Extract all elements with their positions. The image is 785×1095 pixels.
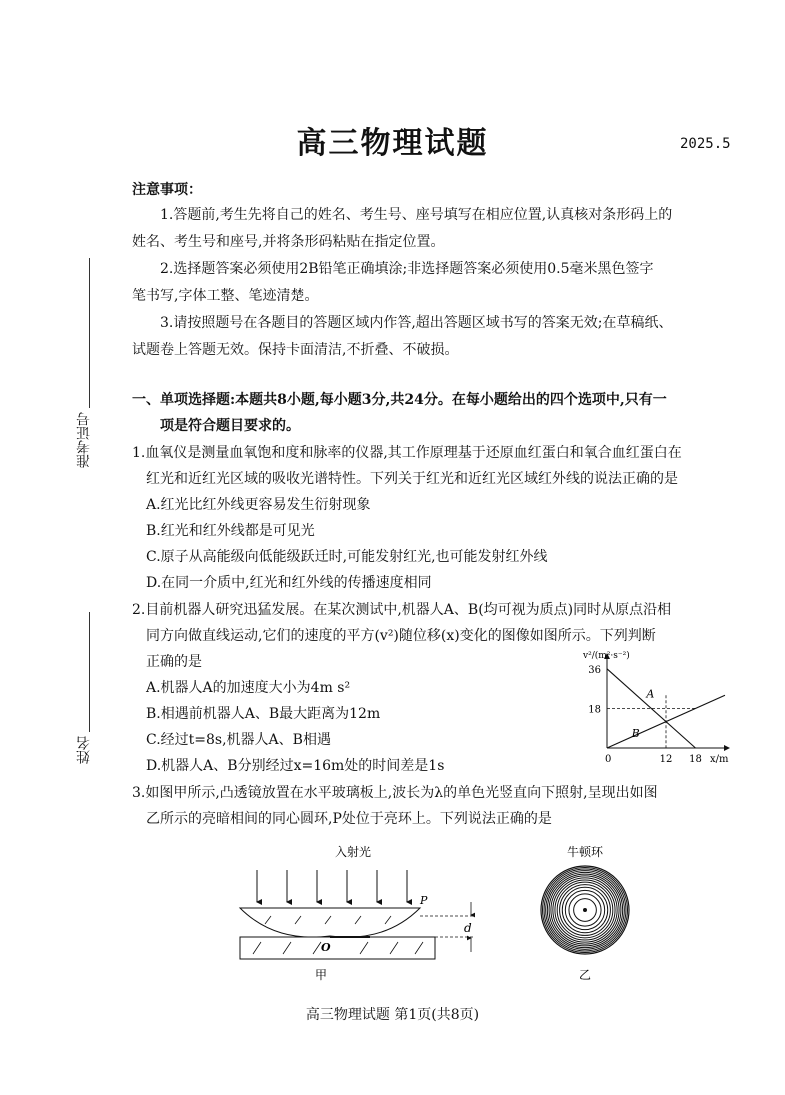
x-tick-label: 12: [659, 754, 673, 765]
incident-light-label: 入射光: [335, 845, 372, 859]
page-title: 高三物理试题: [296, 126, 489, 161]
section-heading: 项是符合题目要求的。: [160, 418, 300, 434]
q1-option-a: A.红光比红外线更容易发生衍射现象: [146, 497, 371, 513]
notice-line: 试题卷上答题无效。保持卡面清洁,不折叠、不破损。: [132, 342, 459, 358]
exam-no-label: 准考证号: [76, 412, 92, 468]
notice-line: 3.请按照题号在各题目的答题区域内作答,超出答题区域书写的答案无效;在草稿纸、: [160, 315, 673, 331]
newton-rings-title: 牛顿环: [566, 845, 604, 859]
q1-stem: 1.血氧仪是测量血氧饱和度和脉率的仪器,其工作原理基于还原血红蛋白和氧合血红蛋白在: [132, 445, 682, 461]
exam-no-fill-line: [89, 258, 90, 408]
notice-line: 笔书写,字体工整、笔迹清楚。: [132, 288, 319, 304]
q2-option-d: D.机器人A、B分别经过x=16m处的时间差是1s: [146, 758, 445, 774]
q3-stem: 3.如图甲所示,凸透镜放置在水平玻璃板上,波长为λ的单色光竖直向下照射,呈现出如图: [132, 785, 658, 801]
gap-d-label: d: [464, 921, 472, 935]
q2-option-b: B.相遇前机器人A、B最大距离为12m: [146, 706, 381, 722]
rings-center-dot: [583, 908, 587, 912]
series-label-b: B: [631, 727, 640, 740]
q1-option-d: D.在同一介质中,红光和红外线的传播速度相同: [146, 575, 432, 591]
q2-option-c: C.经过t=8s,机器人A、B相遇: [146, 732, 331, 748]
figure-yi-caption: 乙: [578, 968, 592, 982]
incident-light-arrows: [257, 870, 407, 902]
notice-line: 姓名、考生号和座号,并将条形码粘贴在指定位置。: [132, 234, 445, 250]
section-heading: 一、单项选择题:本题共8小题,每小题3分,共24分。在每小题给出的四个选项中,只有一: [132, 392, 667, 408]
point-p-label: P: [420, 894, 428, 907]
notice-line: 1.答题前,考生先将自己的姓名、考生号、座号填写在相应位置,认真核对条形码上的: [160, 207, 673, 223]
y-tick-label: 18: [588, 704, 601, 716]
point-o-label: O: [321, 941, 331, 954]
q1-option-b: B.红光和红外线都是可见光: [146, 523, 315, 539]
notice-heading: 注意事项：: [132, 182, 202, 198]
q2-option-a: A.机器人A的加速度大小为4m s²: [146, 680, 351, 696]
origin-label: 0: [605, 754, 612, 765]
q2-stem: 正确的是: [146, 654, 202, 670]
x-tick-label: 18: [689, 754, 702, 765]
series-label-a: A: [646, 687, 655, 701]
page-footer: 高三物理试题 第1页(共8页): [305, 1007, 480, 1023]
y-axis-label: v²/(m²·s⁻²): [583, 651, 630, 661]
x-axis-label: x/m: [710, 754, 729, 765]
notice-line: 2.选择题答案必须使用2B铅笔正确填涂;非选择题答案必须使用0.5毫米黑色签字: [160, 261, 654, 277]
q1-option-c: C.原子从高能级向低能级跃迁时,可能发射红光,也可能发射红外线: [146, 549, 548, 565]
q1-stem: 红光和近红光区域的吸收光谱特性。下列关于红光和近红光区域红外线的说法正确的是: [146, 471, 678, 487]
glass-plate: [240, 937, 435, 959]
name-label: 姓名: [76, 736, 92, 764]
q2-stem: 同方向做直线运动,它们的速度的平方(v²)随位移(x)变化的图像如图所示。下列判断: [146, 628, 656, 644]
q2-v2-x-chart: [575, 648, 740, 768]
q2-stem: 2.目前机器人研究迅猛发展。在某次测试中,机器人A、B(均可视为质点)同时从原点沿相: [132, 602, 672, 618]
convex-lens: [240, 908, 420, 937]
figure-jia-caption: 甲: [315, 968, 328, 982]
q3-stem: 乙所示的亮暗相间的同心圆环,P处位于亮环上。下列说法正确的是: [146, 811, 552, 827]
y-tick-label: 36: [588, 664, 601, 676]
name-fill-line: [89, 612, 90, 732]
figure-lens-on-plate: [235, 838, 500, 983]
exam-date: 2025.5: [680, 136, 731, 152]
figure-newton-rings: [530, 838, 640, 983]
